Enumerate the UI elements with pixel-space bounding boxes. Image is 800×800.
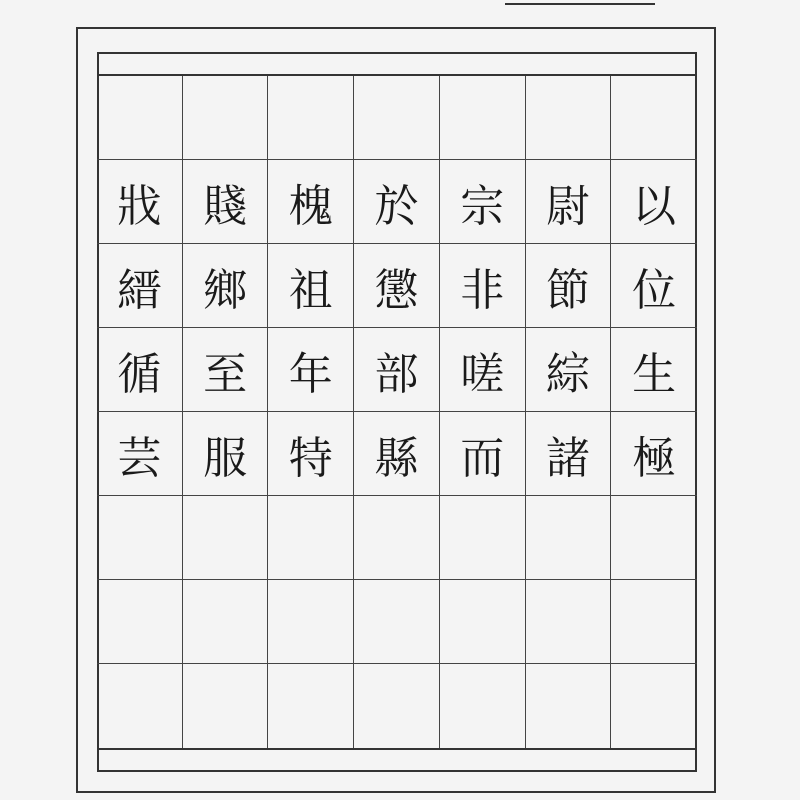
grid-cell-empty bbox=[354, 76, 440, 160]
grid-cell-character: 非 bbox=[440, 244, 526, 328]
grid-cell-empty bbox=[183, 76, 269, 160]
grid-cell-character: 懲 bbox=[354, 244, 440, 328]
grid-cell-character: 槐 bbox=[268, 160, 354, 244]
grid-cell-empty bbox=[526, 664, 612, 748]
grid-cell-empty bbox=[440, 76, 526, 160]
grid-cell-character: 戕 bbox=[97, 160, 183, 244]
grid-cell-empty bbox=[97, 496, 183, 580]
grid-cell-empty bbox=[354, 580, 440, 664]
grid-cell-empty bbox=[440, 496, 526, 580]
grid-cell-character: 節 bbox=[526, 244, 612, 328]
grid-cell-character: 循 bbox=[97, 328, 183, 412]
grid-cell-character: 以 bbox=[611, 160, 697, 244]
grid-cell-empty bbox=[611, 76, 697, 160]
grid-cell-empty bbox=[611, 580, 697, 664]
grid-cell-character: 年 bbox=[268, 328, 354, 412]
grid-cell-empty bbox=[183, 664, 269, 748]
grid-cell-character: 服 bbox=[183, 412, 269, 496]
grid-cell-character: 祖 bbox=[268, 244, 354, 328]
grid-cell-character: 綜 bbox=[526, 328, 612, 412]
grid-cell-character: 嗟 bbox=[440, 328, 526, 412]
grid-cell-character: 至 bbox=[183, 328, 269, 412]
grid-cell-character: 部 bbox=[354, 328, 440, 412]
grid-cell-empty bbox=[97, 76, 183, 160]
header-band bbox=[97, 52, 697, 76]
grid-cell-empty bbox=[611, 496, 697, 580]
grid-cell-empty bbox=[97, 664, 183, 748]
grid-cell-character: 位 bbox=[611, 244, 697, 328]
grid-cell-character: 縉 bbox=[97, 244, 183, 328]
grid-cell-character: 鄉 bbox=[183, 244, 269, 328]
grid-cell-character: 極 bbox=[611, 412, 697, 496]
grid-cell-empty bbox=[183, 580, 269, 664]
grid-cell-character: 宗 bbox=[440, 160, 526, 244]
footer-band bbox=[97, 748, 697, 772]
grid-cell-empty bbox=[440, 664, 526, 748]
grid-cell-character: 而 bbox=[440, 412, 526, 496]
grid-cell-empty bbox=[611, 664, 697, 748]
grid-cell-character: 賤 bbox=[183, 160, 269, 244]
top-edge-mark bbox=[505, 0, 655, 5]
grid-cell-empty bbox=[183, 496, 269, 580]
grid-cell-empty bbox=[526, 580, 612, 664]
grid-cell-empty bbox=[526, 76, 612, 160]
grid-cell-character: 尉 bbox=[526, 160, 612, 244]
grid-cell-empty bbox=[354, 496, 440, 580]
grid-cell-character: 於 bbox=[354, 160, 440, 244]
grid-cell-empty bbox=[440, 580, 526, 664]
grid-cell-empty bbox=[97, 580, 183, 664]
grid-cell-empty bbox=[526, 496, 612, 580]
grid-cell-character: 縣 bbox=[354, 412, 440, 496]
grid-cell-empty bbox=[268, 76, 354, 160]
grid-cell-empty bbox=[268, 496, 354, 580]
grid-cell-empty bbox=[354, 664, 440, 748]
grid-cell-empty bbox=[268, 580, 354, 664]
grid-cell-character: 諸 bbox=[526, 412, 612, 496]
grid-cell-empty bbox=[268, 664, 354, 748]
grid-cell-character: 生 bbox=[611, 328, 697, 412]
grid-cell-character: 特 bbox=[268, 412, 354, 496]
grid-cell-character: 芸 bbox=[97, 412, 183, 496]
character-grid bbox=[97, 76, 697, 748]
